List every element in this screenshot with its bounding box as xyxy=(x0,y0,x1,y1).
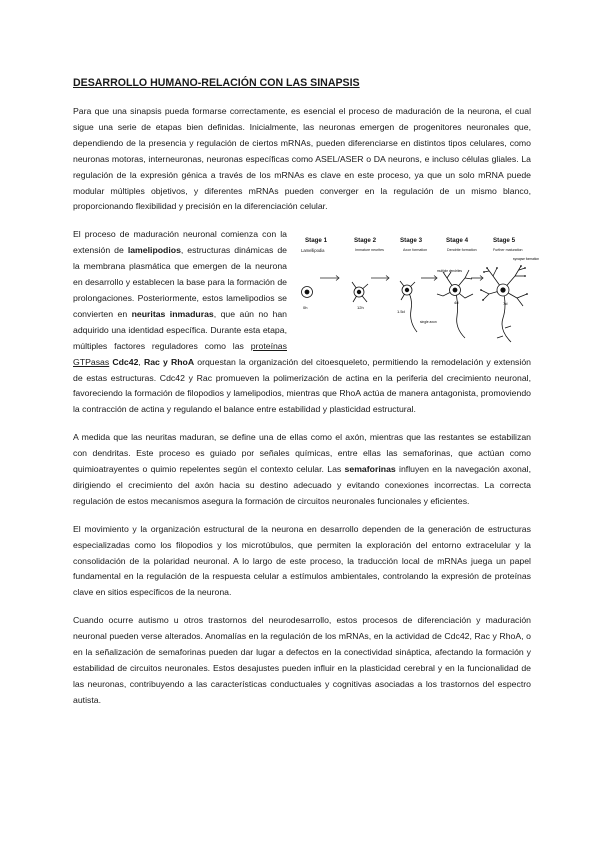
paragraph-movement: El movimiento y la organización estructural de la neurona en desarrollo dependen de la generación de estructuras especializadas como los filopodios y los microtúbulos, que permiten la exploración del entorno extracelular y la consolidación de la polaridad neuronal. A lo largo de este proceso, la traducción local de mRNAs juega un papel fundamental en la regulación de la respuesta celular a estímulos ambientales, controlando la expresión de proteínas clave en sitios específicos de la neurona. xyxy=(73,523,531,598)
term-lamelipodios: lamelipodios xyxy=(127,245,181,256)
term-rac-rhoa: Rac y RhoA xyxy=(143,356,195,367)
paragraph-intro: Para que una sinapsis pueda formarse correctamente, es esencial el proceso de maduración de la neurona, el cual sigue una serie de etapas bien definidas. Inicialmente, las neuronas emergen de progenitores neuronales que, dependiendo de la presencia y regulación de ciertos mRNAs, pueden diferenciarse en distintos tipos celulares, como neuronas motoras, interneuronas, neuronas específicas como ASEL/ASER o DA neurons, e incluso células gliales. La regulación de la expresión génica a través de los mRNAs es clave en este proceso, ya que un solo mRNA puede modular múltiples objetivos, y diferentes mRNAs pueden converger en la regulación de un mismo blanco, proporcionando flexibilidad y precisión en la diferenciación celular. xyxy=(73,106,531,212)
stage-label-5: Stage 5 xyxy=(493,237,516,245)
annotation-single-axon: single axon xyxy=(420,320,437,325)
neuron-stages-diagram xyxy=(297,232,540,349)
time-label-4: 4d xyxy=(454,300,459,306)
term-neuritas-inmaduras: neuritas inmaduras xyxy=(131,308,214,319)
paragraph-autism: Cuando ocurre autismo u otros trastornos del neurodesarrollo, estos procesos de diferenciación y maduración neuronal pueden verse alterados. Anomalías en la regulación de los mRNAs, en la actividad de Cdc42, Rac y RhoA, o en la señalización de semaforinas pueden dar lugar a defectos en la conectividad sináptica, afectando la formación y estabilidad de circuitos neuronales. Estos desajustes pueden influir en la plasticidad cerebral y en la funcionalidad de las neuronas, contribuyendo a las características conductuales y cognitivas asociadas a los trastornos del espectro autista. xyxy=(73,615,531,705)
document-title: DESARROLLO HUMANO-RELACIÓN CON LAS SINAPSIS xyxy=(73,77,360,89)
stage-sublabel-3: Axon formation xyxy=(403,248,428,253)
time-label-3: 1.5d xyxy=(397,309,405,315)
stage-sublabel-5: Further maturation xyxy=(493,248,523,253)
time-label-2: 12h xyxy=(357,305,364,311)
term-semaforinas: semaforinas xyxy=(344,464,396,475)
annotation-multiple-dendrites: multiple dendrites xyxy=(437,269,462,274)
time-label-5: 7d xyxy=(503,301,508,307)
term-cdc42: Cdc42 xyxy=(112,356,139,367)
stage-label-2: Stage 2 xyxy=(354,237,377,245)
stage-sublabel-4: Dendrite formation xyxy=(447,248,477,253)
paragraph-axon: A medida que las neuritas maduran, se define una de ellas como el axón, mientras que las restantes se estabilizan con dendritas. Este proceso es guiado por señales químicas, entre ellas las semaforinas, que actúan como quimioatrayentes o quimio repelentes según el contexto celular. Las semaforinas influyen en la navegación axonal, dirigiendo el crecimiento del axón hacia su destino adecuado y evitando conexiones incorrectas. La correcta regulación de estos mecanismos asegura la formación de circuitos neuronales funcionales y eficientes. xyxy=(73,432,531,506)
stage-label-4: Stage 4 xyxy=(446,237,469,245)
stage-sublabel-2: Immature neurites xyxy=(355,248,384,253)
term-gtpasas: proteínas GTPasas xyxy=(73,340,287,367)
document-page xyxy=(73,77,540,709)
annotation-synapse: synapse formation xyxy=(513,257,540,262)
time-label-1: 0h xyxy=(303,305,308,311)
stage-sublabel-1: Lamellipodia xyxy=(301,248,325,254)
stage-label-3: Stage 3 xyxy=(400,237,423,245)
stage-label-1: Stage 1 xyxy=(305,237,328,245)
paragraph-maturation: Stage 1 Stage 2 Stage 3 Stage 4 Stage 5 Lamellipodia Immature neurites Axon formation Dendrite formation Further maturation 0h 12h single axon 1.5d multiple dendrites 4d synapse formation 7d El proceso de maduración neuronal comienza con la extensión de lamelipodios, estructuras dinámicas de la membrana plasmática que emergen de la neurona en desarrollo y establecen la base para la formación de prolongaciones. Posteriormente, estos lamelipodios se convierten en neuritas inmaduras, que aún no han adquirido una identidad específica. Durante esta etapa, múltiples factores reguladores como las proteínas GTPasas Cdc42, Rac y RhoA orquestan la organización del citoesqueleto, permitiendo la remodelación y extensión de estas estructuras. Cdc42 y Rac promueven la polimerización de actina en la periferia del crecimiento neuronal, favoreciendo la formación de filopodios y lamelipodios, mientras que RhoA actúa de manera antagonista, promoviendo la contracción de actina y regulando el balance entre estabilidad y plasticidad estructural. xyxy=(73,229,540,415)
neuron-stages-figure xyxy=(297,232,540,349)
